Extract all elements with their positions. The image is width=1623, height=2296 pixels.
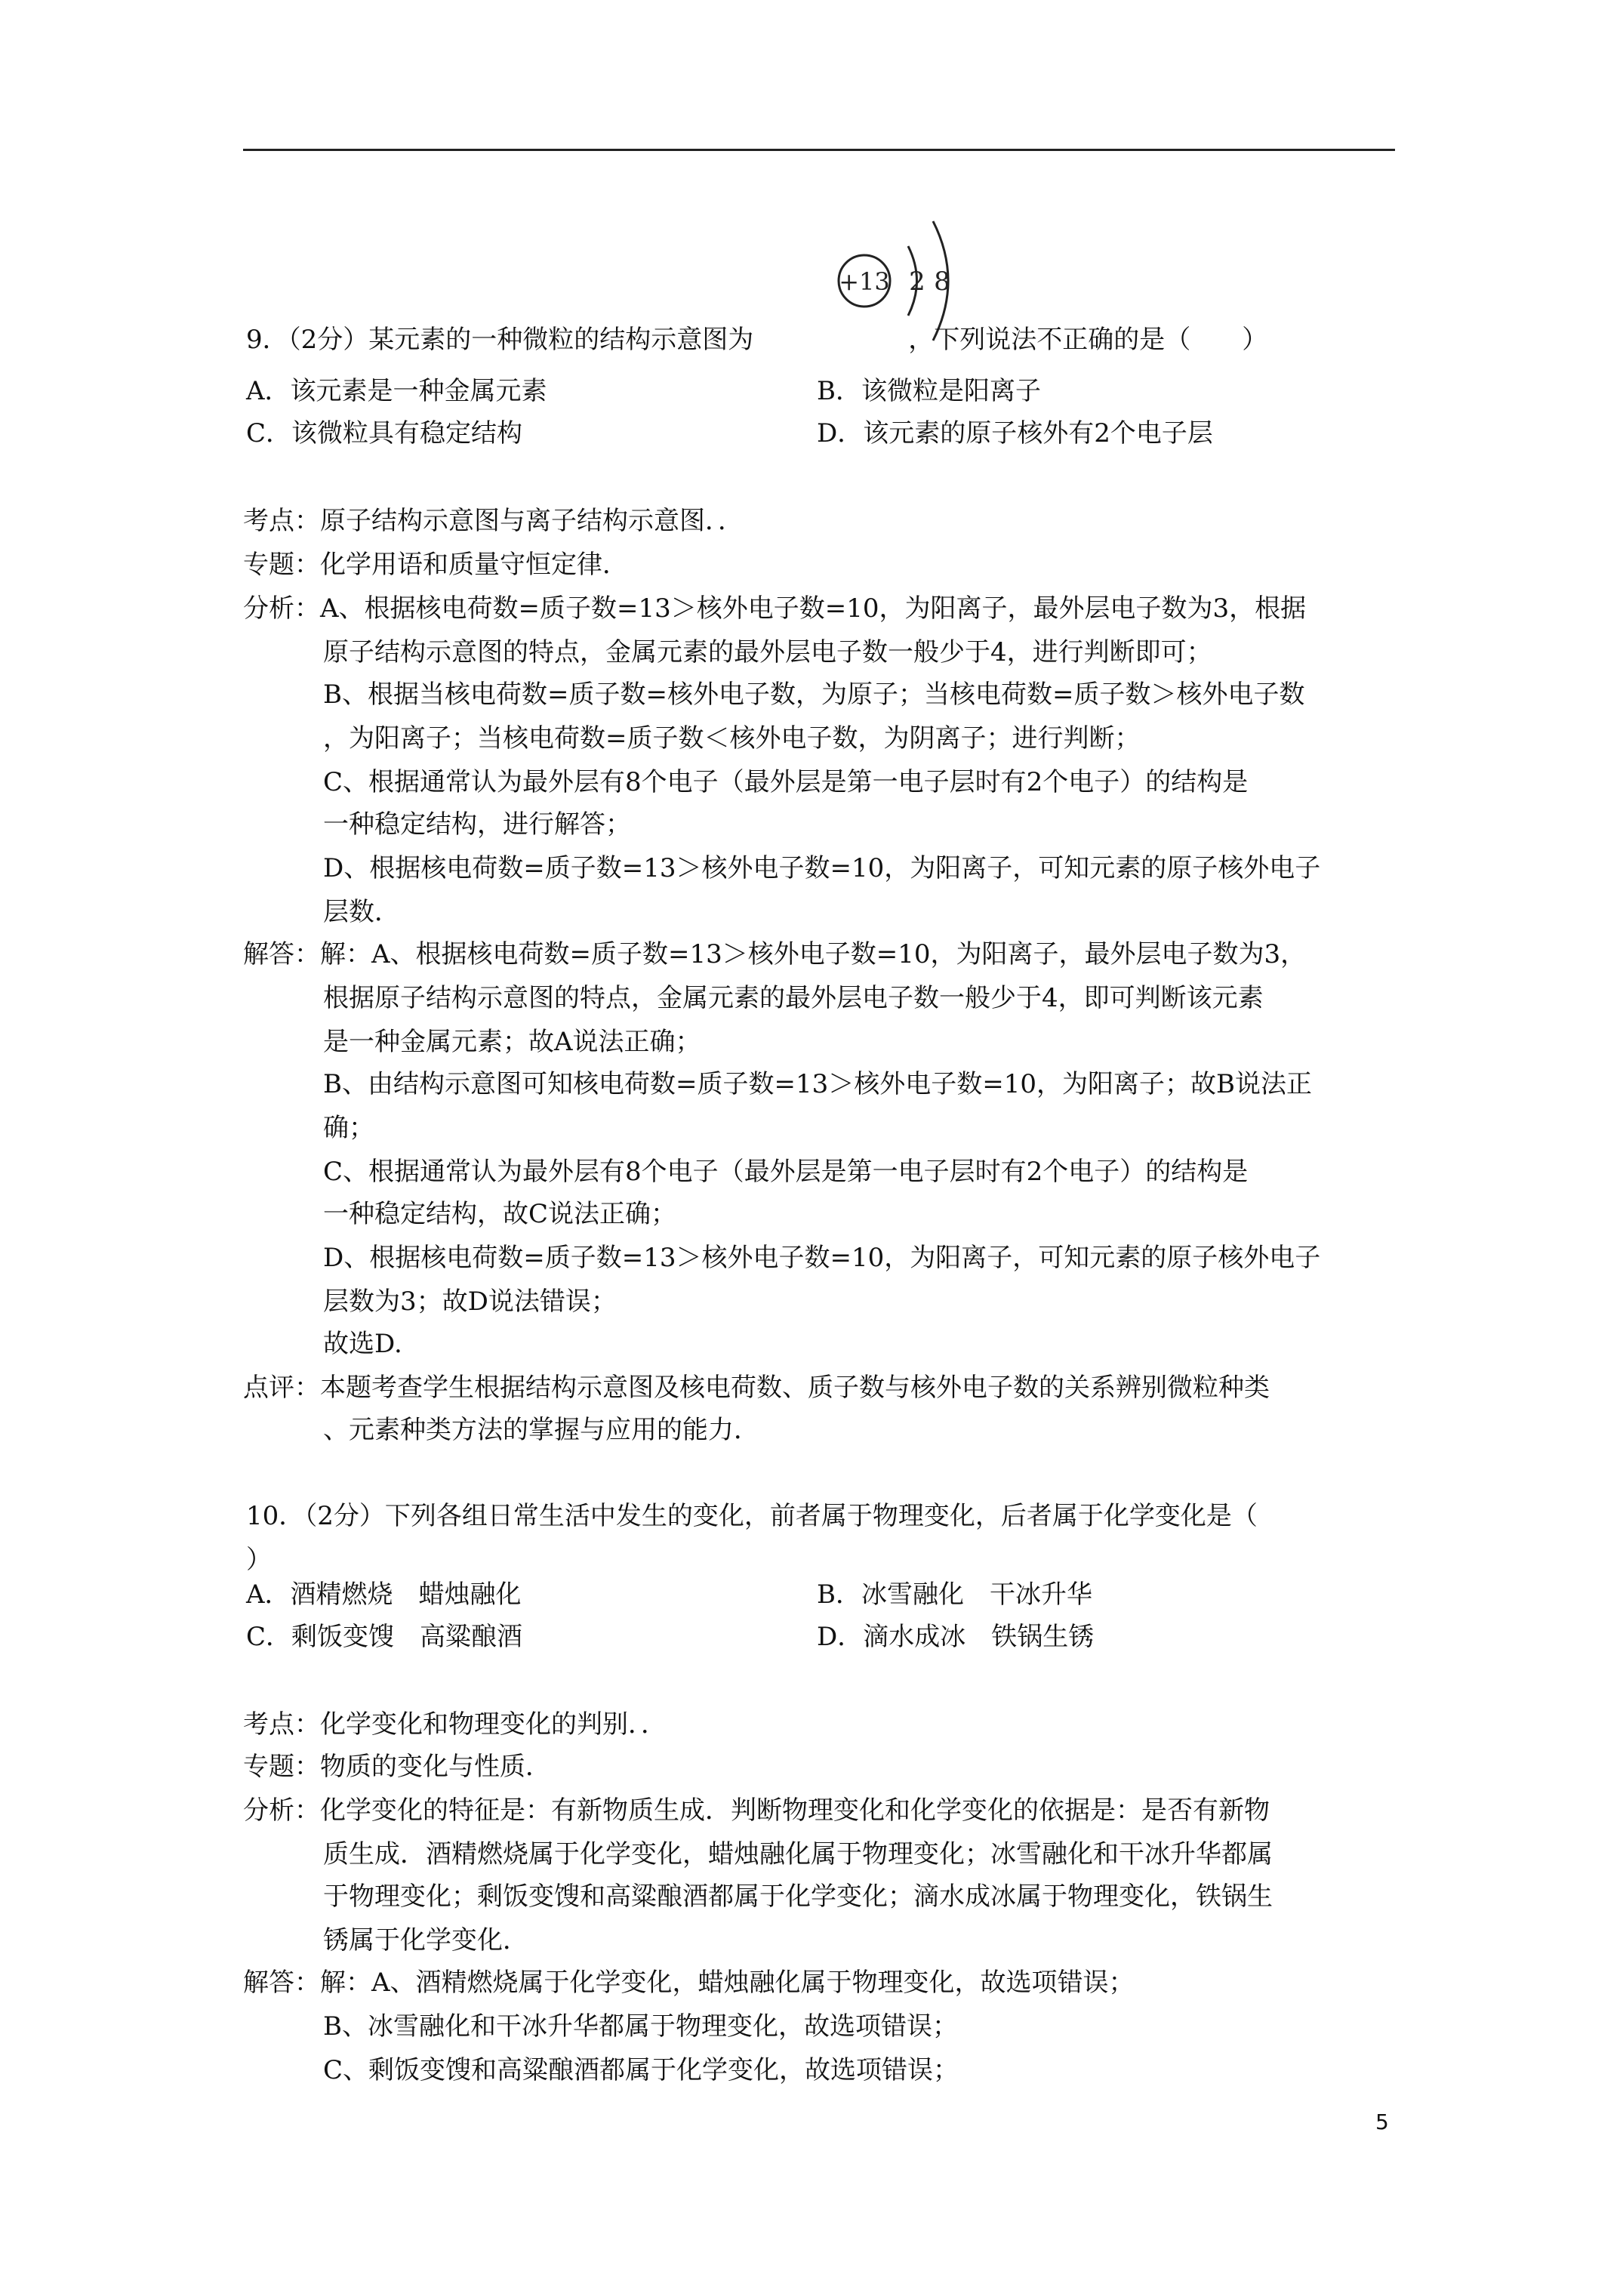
shell-2-electrons: 8 [934,267,950,297]
q9-solution-line: 一种稳定结构，故C说法正确； [323,1199,677,1229]
q10-analysis-line: 质生成．酒精燃烧属于化学变化，蜡烛融化属于物理变化；冰雪融化和干冰升华都属 [323,1839,1273,1869]
q9-solution-line: 故选D. [323,1329,402,1359]
q10-zhuanti: 专题：物质的变化与性质． [243,1752,551,1782]
q9-option-d: D．该元素的原子核外有2个电子层 [817,418,1213,448]
q9-analysis-line: ，为阳离子；当核电荷数=质子数＜核外电子数，为阴离子；进行判断； [323,723,1141,754]
q10-solution-line: B、冰雪融化和干冰升华都属于物理变化，故选项错误； [323,2011,958,2042]
q10-solution-line: C、剩饭变馊和高粱酿酒都属于化学变化，故选项错误； [323,2055,959,2085]
q9-option-a: A．该元素是一种金属元素 [246,376,547,406]
q9-comment-line: 、元素种类方法的掌握与应用的能力． [323,1415,759,1445]
shell-1-electrons: 2 [909,267,925,297]
q9-comment-line: 点评：本题考查学生根据结构示意图及核电荷数、质子数与核外电子数的关系辨别微粒种类 [243,1373,1270,1403]
q9-solution-line: 层数为3；故D说法错误； [323,1287,617,1317]
q9-stem [246,323,1267,356]
q10-option-c: C．剩饭变馊 高粱酿酒 [246,1622,523,1652]
q10-kaodian: 考点：化学变化和物理变化的判别．． [243,1709,667,1740]
page-number: 5 [1375,2110,1389,2134]
q9-solution-line: B、由结构示意图可知核电荷数=质子数=13＞核外电子数=10，为阳离子；故B说法正 [323,1069,1312,1099]
q9-analysis-line: D、根据核电荷数=质子数=13＞核外电子数=10，为阳离子，可知元素的原子核外电子 [323,853,1321,883]
q9-stem-a: 9．（2分）某元素的一种微粒的结构示意图为 [246,325,754,355]
q10-analysis-line: 锈属于化学变化． [323,1925,528,1955]
q10-option-a: A．酒精燃烧 蜡烛融化 [246,1579,522,1610]
q9-analysis-line: 原子结构示意图的特点，金属元素的最外层电子数一般少于4，进行判断即可； [323,637,1212,667]
q9-analysis-line: 一种稳定结构，进行解答； [323,809,631,840]
q9-solution-line: 确； [323,1113,374,1143]
q9-solution-line: 是一种金属元素；故A说法正确； [323,1027,701,1057]
q9-solution-line: C、根据通常认为最外层有8个电子（最外层是第一电子层时有2个电子）的结构是 [323,1157,1249,1187]
q9-analysis-line: 层数． [323,897,400,927]
q10-stem-line: ） [246,1545,272,1575]
q9-option-c: C．该微粒具有稳定结构 [246,418,523,448]
q9-zhuanti: 专题：化学用语和质量守恒定律． [243,550,628,580]
header-rule [243,149,1395,151]
q9-solution-line: 解答：解：A、根据核电荷数=质子数=13＞核外电子数=10，为阳离子，最外层电子数为3， [243,939,1307,969]
q9-solution-line: D、根据核电荷数=质子数=13＞核外电子数=10，为阳离子，可知元素的原子核外电子 [323,1243,1321,1273]
q10-analysis-line: 于物理变化；剩饭变馊和高粱酿酒都属于化学变化；滴水成冰属于物理变化，铁锅生 [323,1881,1273,1912]
q9-stem-b: ，下列说法不正确的是（ ） [908,325,1268,355]
q10-option-d: D．滴水成冰 铁锅生锈 [817,1622,1095,1652]
q10-solution-line: 解答：解：A、酒精燃烧属于化学变化，蜡烛融化属于物理变化，故选项错误； [243,1968,1135,1998]
q9-analysis-line: C、根据通常认为最外层有8个电子（最外层是第一电子层时有2个电子）的结构是 [323,767,1249,797]
q10-option-b: B．冰雪融化 干冰升华 [817,1579,1092,1610]
q10-analysis-line: 分析：化学变化的特征是：有新物质生成．判断物理变化和化学变化的依据是：是否有新物 [243,1795,1270,1826]
q9-solution-line: 根据原子结构示意图的特点，金属元素的最外层电子数一般少于4，即可判断该元素 [323,983,1264,1013]
q9-analysis-line: 分析：A、根据核电荷数=质子数=13＞核外电子数=10，为阳离子，最外层电子数为3，根据 [243,593,1307,624]
q9-option-b: B．该微粒是阳离子 [817,376,1041,406]
q10-stem-line: 10．（2分）下列各组日常生活中发生的变化，前者属于物理变化，后者属于化学变化是（ [246,1501,1258,1531]
nucleus-charge: +13 [839,267,890,296]
q9-kaodian: 考点：原子结构示意图与离子结构示意图．． [243,506,744,536]
q9-analysis-line: B、根据当核电荷数=质子数=核外电子数，为原子；当核电荷数=质子数＞核外电子数 [323,680,1305,710]
